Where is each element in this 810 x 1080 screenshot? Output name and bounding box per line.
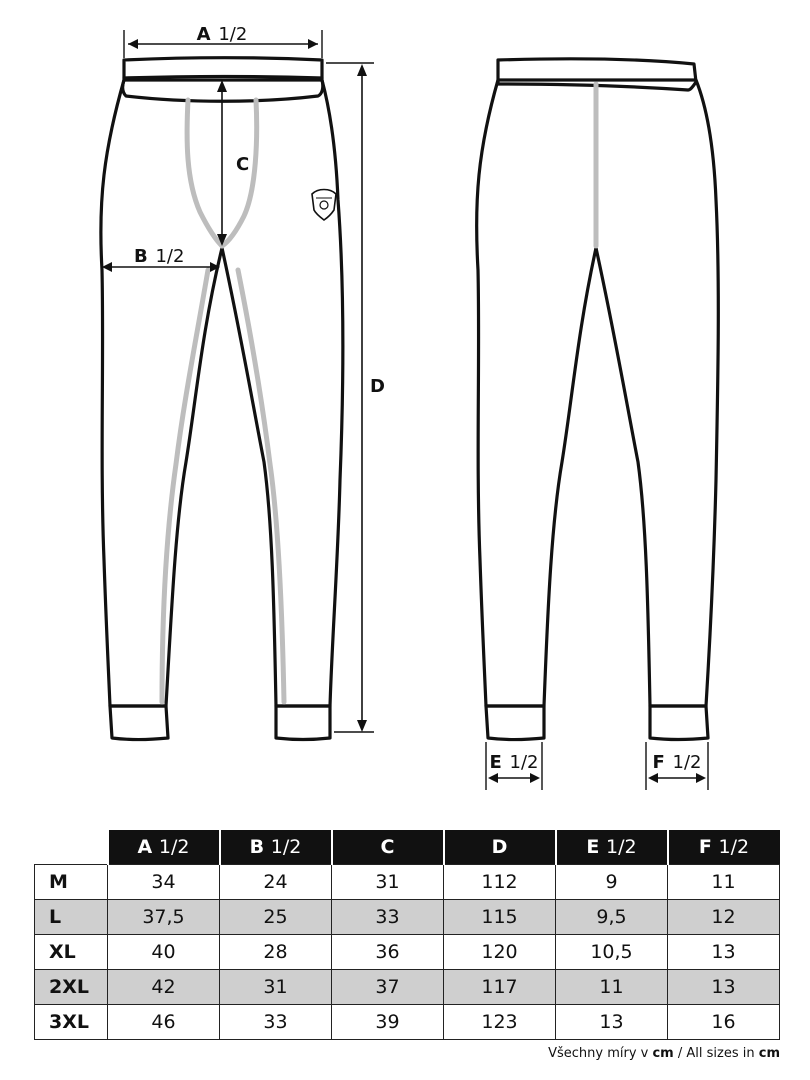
dimension-e <box>486 742 542 790</box>
table-cell: 117 <box>444 970 556 1005</box>
table-cell: 31 <box>332 865 444 900</box>
front-right-cuff <box>276 706 330 740</box>
table-cell: 33 <box>220 1005 332 1040</box>
table-row <box>35 970 780 1005</box>
table-cell: 39 <box>332 1005 444 1040</box>
table-header-d: D <box>444 830 556 865</box>
table-header-row <box>35 830 780 865</box>
size-cell: 3XL <box>35 1005 108 1040</box>
size-cell: L <box>35 900 108 935</box>
table-header-a: A 1/2 <box>108 830 220 865</box>
back-pants <box>477 59 719 740</box>
dimension-a <box>124 24 322 58</box>
front-inseam-right <box>238 270 284 702</box>
table-header-f: F 1/2 <box>668 830 780 865</box>
table-header-b: B 1/2 <box>220 830 332 865</box>
dimension-b-letter: B <box>134 246 148 267</box>
table-cell: 16 <box>668 1005 780 1040</box>
table-cell: 24 <box>220 865 332 900</box>
dimension-a-letter: A <box>196 24 211 45</box>
back-right-cuff <box>650 706 708 740</box>
dimension-b <box>102 246 220 272</box>
dimension-f-letter: F <box>652 752 665 773</box>
svg-text:B 1/2 <box>134 246 184 267</box>
dimension-f-fraction: 1/2 <box>672 752 702 773</box>
svg-text:A 1/2 <box>197 24 248 45</box>
table-cell: 34 <box>108 865 220 900</box>
table-cell: 11 <box>668 865 780 900</box>
table-header-blank <box>35 830 108 865</box>
size-cell: XL <box>35 935 108 970</box>
svg-text:F 1/2 <box>653 752 702 773</box>
front-left-cuff <box>110 706 168 740</box>
dimension-e-letter: E <box>489 752 502 773</box>
table-cell: 28 <box>220 935 332 970</box>
front-waistband-line <box>124 77 322 79</box>
table-header-e: E 1/2 <box>556 830 668 865</box>
size-cell: 2XL <box>35 970 108 1005</box>
dimension-f <box>646 742 708 790</box>
table-row <box>35 865 780 900</box>
table-row <box>35 900 780 935</box>
size-cell: M <box>35 865 108 900</box>
table-cell: 37,5 <box>108 900 220 935</box>
dimension-c <box>217 80 249 246</box>
table-cell: 10,5 <box>556 935 668 970</box>
brand-badge-icon <box>312 190 336 221</box>
table-cell: 25 <box>220 900 332 935</box>
table-row <box>35 1005 780 1040</box>
dimension-a-fraction: 1/2 <box>218 24 248 45</box>
dimension-c-letter: C <box>236 154 250 175</box>
table-cell: 120 <box>444 935 556 970</box>
table-cell: 112 <box>444 865 556 900</box>
table-cell: 9 <box>556 865 668 900</box>
table-cell: 115 <box>444 900 556 935</box>
table-cell: 37 <box>332 970 444 1005</box>
size-table <box>34 830 780 1040</box>
table-cell: 12 <box>668 900 780 935</box>
units-footnote: Všechny míry v cm / All sizes in cm <box>548 1046 780 1061</box>
table-cell: 40 <box>108 935 220 970</box>
dimension-d-letter: D <box>370 376 385 397</box>
table-cell: 9,5 <box>556 900 668 935</box>
dimension-b-fraction: 1/2 <box>155 246 185 267</box>
table-cell: 13 <box>556 1005 668 1040</box>
back-left-cuff <box>486 706 544 740</box>
table-cell: 46 <box>108 1005 220 1040</box>
table-row <box>35 935 780 970</box>
table-cell: 11 <box>556 970 668 1005</box>
table-cell: 123 <box>444 1005 556 1040</box>
front-fly-seam-left <box>187 100 222 246</box>
table-cell: 13 <box>668 935 780 970</box>
table-cell: 31 <box>220 970 332 1005</box>
table-header-c: C <box>332 830 444 865</box>
table-cell: 33 <box>332 900 444 935</box>
table-cell: 42 <box>108 970 220 1005</box>
svg-text:E 1/2 <box>490 752 539 773</box>
table-cell: 36 <box>332 935 444 970</box>
table-cell: 13 <box>668 970 780 1005</box>
dimension-e-fraction: 1/2 <box>509 752 539 773</box>
